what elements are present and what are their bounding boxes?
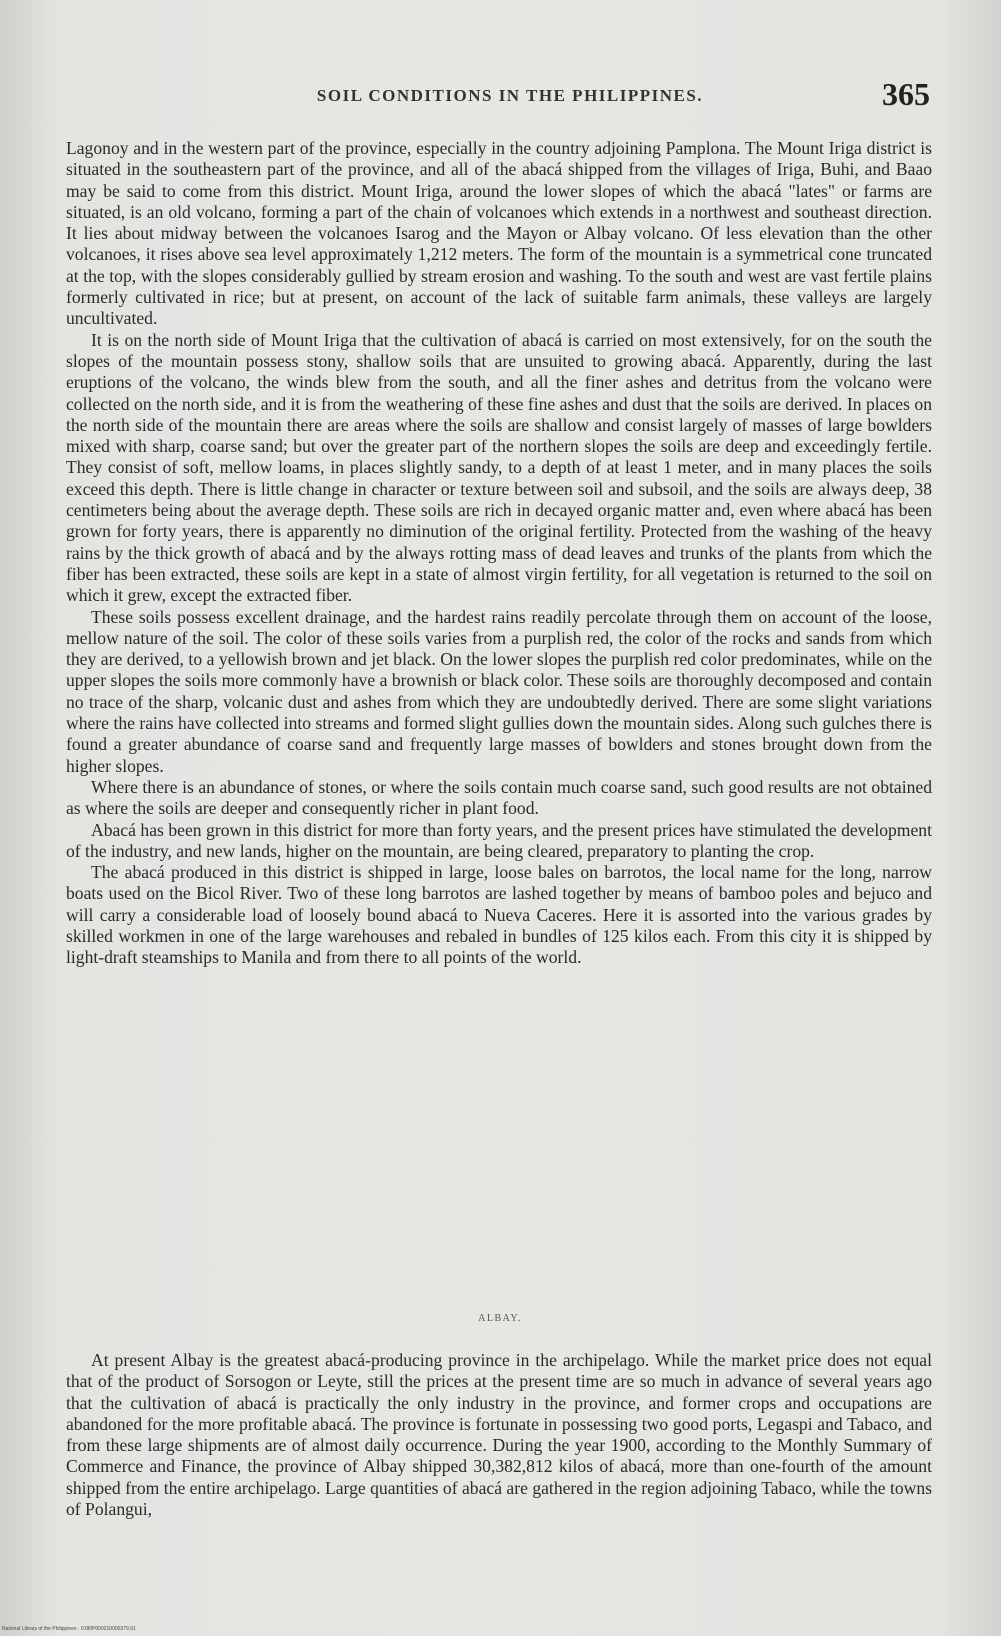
paragraph: Lagonoy and in the western part of the province, especially in the country adjoining Pamplona. The Mount Iriga district is situated in the southeastern part of the province, and all of the abacá shipped from the villages of Iriga, Buhi, and Baao may be said to come from this district. Mount Iriga, around the lower slopes of which the abacá "lates" or farms are situated, is an old volcano, forming a part of the chain of volcanoes which extends in a northwest and southeast direction. It lies about midway between the volcanoes Isarog and the Mayon or Albay volcano. Of less elevation than the other volcanoes, it rises above sea level approximately 1,212 meters. The form of the mountain is a symmetrical cone truncated at the top, with the slopes considerably gullied by stream erosion and washing. To the south and west are vast fertile plains formerly cultivated in rice; but at present, on account of the lack of suitable farm animals, these valleys are largely uncultivated.: [66, 138, 932, 329]
scan-footer: National Library of the Philippines · 0180P000210000379.91: [2, 1626, 136, 1632]
paragraph: Abacá has been grown in this district for more than forty years, and the present prices have stimulated the development of the industry, and new lands, higher on the mountain, are being cleared, preparatory to planting the crop.: [66, 819, 932, 861]
section-body-text: [66, 1350, 932, 1520]
paragraph: Where there is an abundance of stones, or where the soils contain much coarse sand, such good results are not obtained as where the soils are deeper and consequently richer in plant food.: [66, 776, 932, 819]
running-head: SOIL CONDITIONS IN THE PHILIPPINES.: [316, 86, 704, 105]
section-heading: ALBAY.: [478, 1313, 522, 1324]
page-number: 365: [882, 76, 930, 112]
paragraph: It is on the north side of Mount Iriga that the cultivation of abacá is carried on most extensively, for on the south the slopes of the mountain possess stony, shallow soils that are unsuited to growing abacá. Apparently, during the last eruptions of the volcano, the winds blew from the south, and all the finer ashes and detritus from the volcano were collected on the north side, and it is from the weathering of these fine ashes and dust that the soils are derived. In places on the north side of the mountain there are areas where the soils are shallow and consist largely of masses of large bowlders mixed with sharp, coarse sand; but over the greater part of the northern slopes the soils are deep and exceedingly fertile. They consist of soft, mellow loams, in places slightly sandy, to a depth of at least 1 meter, and in many places the soils exceed this depth. There is little change in character or texture between soil and subsoil, and the soils are always deep, 38 centimeters being about the average depth. These soils are rich in decayed organic matter and, even where abacá has been grown for forty years, there is apparently no diminution of the original fertility. Protected from the washing of the heavy rains by the thick growth of abacá and by the always rotting mass of dead leaves and trunks of the plants from which the fiber has been extracted, these soils are kept in a state of almost virgin fertility, for all vegetation is returned to the soil on which it grew, except the extracted fiber.: [66, 329, 932, 606]
body-text: [66, 138, 932, 969]
paragraph: The abacá produced in this district is shipped in large, loose bales on barrotos, the local name for the long, narrow boats used on the Bicol River. Two of these long barrotos are lashed together by means of bamboo poles and bejuco and will carry a considerable load of loosely bound abacá to Nueva Caceres. Here it is assorted into the various grades by skilled workmen in one of the large warehouses and rebaled in bundles of 125 kilos each. From this city it is shipped by light-draft steamships to Manila and from there to all points of the world.: [66, 862, 932, 968]
paragraph: At present Albay is the greatest abacá-producing province in the archipelago. While the market price does not equal that of the product of Sorsogon or Leyte, still the prices at the present time are so much in advance of several years ago that the cultivation of abacá is practically the only industry in the province, and former crops and occupations are abandoned for the more profitable abacá. The province is fortunate in possessing two good ports, Legaspi and Tabaco, and from these large shipments are of almost daily occurrence. During the year 1900, according to the Monthly Summary of Commerce and Finance, the province of Albay shipped 30,382,812 kilos of abacá, more than one-fourth of the amount shipped from the entire archipelago. Large quantities of abacá are gathered in the region adjoining Tabaco, while the towns of Polangui,: [66, 1350, 932, 1520]
paragraph: These soils possess excellent drainage, and the hardest rains readily percolate through them on account of the loose, mellow nature of the soil. The color of these soils varies from a purplish red, the color of the rocks and sands from which they are derived, to a yellowish brown and jet black. On the lower slopes the purplish red color predominates, while on the upper slopes the soils more commonly have a brownish or black color. These soils are thoroughly decomposed and contain no trace of the sharp, volcanic dust and ashes from which they are undoubtedly derived. There are some slight variations where the rains have collected into streams and formed slight gullies down the mountain sides. Along such gulches there is found a greater abundance of coarse sand and frequently large masses of bowlders and stones brought down from the higher slopes.: [66, 606, 932, 776]
